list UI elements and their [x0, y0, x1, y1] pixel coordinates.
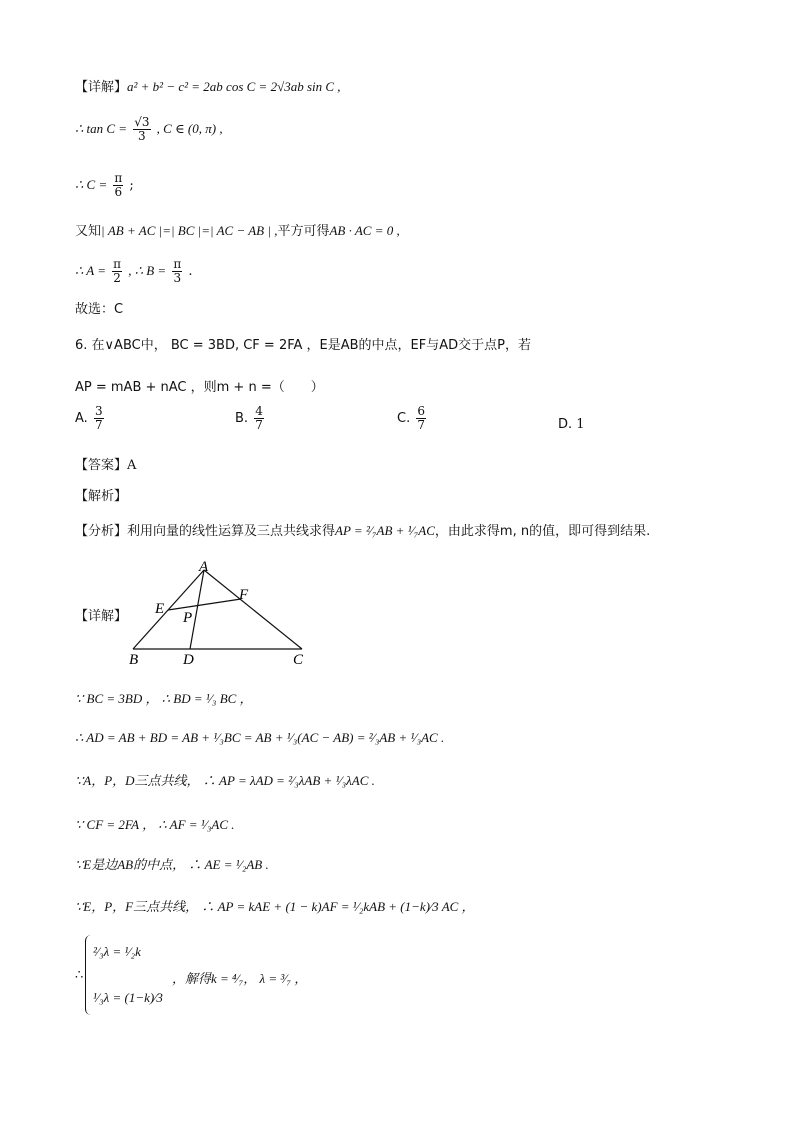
label-c: C [293, 652, 304, 668]
square-text: 平方可得 [277, 224, 330, 239]
solution-line-5: ∵E是边AB的中点， ∴ AE = ¹⁄₂AB . [75, 857, 269, 872]
option-b-num: 4 [255, 404, 263, 418]
b-value-prefix: , ∴ B = [128, 263, 167, 278]
option-d-value: 1 [576, 417, 585, 432]
option-b [235, 405, 266, 432]
option-c-den: 7 [417, 418, 425, 432]
side-ac [204, 570, 302, 649]
detail-line-4 [75, 220, 400, 239]
therefore-mark: ∴ [75, 968, 84, 983]
detail-tag: 【详解】 [75, 80, 128, 95]
law-of-cosines-formula: a² + b² − c² = 2ab cos C = 2√3ab sin C , [127, 79, 341, 94]
option-c [397, 405, 428, 432]
triangle-figure [125, 558, 315, 668]
option-a-den: 7 [94, 418, 103, 432]
label-f: F [239, 587, 249, 603]
question-line-2: AP = mAB + nAC ，则m + n =（ ） [75, 380, 324, 395]
system-eq-1: ²⁄₃λ = ¹⁄₂k [93, 944, 141, 959]
a-value-fraction [112, 258, 122, 285]
label-e: E [155, 601, 165, 617]
tan-c-den: 3 [138, 129, 146, 143]
solution-line-4: ∵ CF = 2FA ， ∴ AF = ¹⁄₃AC . [75, 817, 235, 832]
option-d [558, 417, 585, 432]
option-a-label: A. [75, 411, 88, 426]
line5-end: . [188, 264, 193, 279]
tan-c-domain: , C ∈ (0, π) , [156, 121, 223, 136]
tan-c-num: √3 [134, 115, 150, 129]
choice-line: 故选：C [75, 302, 124, 317]
c-value-fraction [113, 172, 123, 199]
option-b-label: B. [235, 411, 249, 426]
option-b-den: 7 [255, 418, 263, 432]
option-a-num: 3 [94, 404, 103, 418]
c-value-den: 6 [114, 185, 123, 199]
option-d-label: D. [558, 417, 573, 432]
analysis-tag: 【解析】 [75, 489, 128, 504]
solution-line-1: ∵ BC = 3BD ， ∴ BD = ¹⁄₃ BC ， [75, 691, 253, 706]
a-den: 2 [113, 271, 121, 285]
tan-c-fraction [133, 116, 150, 143]
b-value-fraction [172, 258, 182, 285]
system-solution: ，解得k = ⁴⁄₇， λ = ³⁄₇ ， [172, 971, 308, 986]
answer-tag: 【答案】 [75, 458, 128, 473]
a-value-prefix: ∴ A = [75, 263, 107, 278]
c-value-prefix: ∴ C = [75, 177, 108, 192]
also-know-text: 又知 [75, 224, 102, 239]
label-a: A [199, 559, 209, 575]
detail-line-5 [75, 258, 192, 285]
segment-ef [168, 599, 241, 610]
fenxi-tag: 【分析】 [75, 524, 128, 539]
fenxi-text-2: ，由此求得m, n的值，即可得到结果. [434, 524, 651, 539]
option-b-fraction [254, 405, 264, 432]
detail-line-2 [75, 116, 223, 143]
system-eq-2: ¹⁄₃λ = (1−k)⁄3 [93, 990, 163, 1005]
option-a [75, 405, 106, 432]
label-p: P [183, 610, 193, 626]
c-value-post: ; [129, 178, 134, 193]
tan-c-prefix: ∴ tan C = [75, 121, 128, 136]
fenxi-text: 利用向量的线性运算及三点共线求得 [127, 524, 336, 539]
fenxi-line [75, 520, 650, 539]
fenxi-formula: AP = ²⁄₇AB + ¹⁄₇AC [335, 523, 435, 538]
solution-line-6: ∵E，P，F三点共线， ∴ AP = kAE + (1 − k)AF = ¹⁄₂kAB + (1−k)⁄3 AC ， [75, 899, 475, 914]
label-b: B [129, 652, 139, 668]
answer-value: A [127, 458, 137, 473]
b-num: π [173, 257, 182, 271]
solution-line-2: ∴ AD = AB + BD = AB + ¹⁄₃BC = AB + ¹⁄₃(AC − AB) = ²⁄₃AB + ¹⁄₃AC . [75, 730, 445, 745]
a-num: π [113, 257, 122, 271]
label-d: D [183, 652, 194, 668]
option-c-label: C. [397, 411, 411, 426]
option-a-fraction [94, 405, 104, 432]
solution-line-3: ∵A，P，D三点共线， ∴ AP = λAD = ²⁄₃λAB + ¹⁄₃λAC . [75, 773, 375, 788]
b-den: 3 [173, 271, 182, 285]
answer-line [75, 454, 136, 473]
question-line-1: 6. 在∨ABC中， BC = 3BD, CF = 2FA ，E是AB的中点，EF与AD交于点P，若 [75, 338, 531, 353]
option-c-fraction [416, 405, 426, 432]
option-c-num: 6 [417, 404, 425, 418]
detail-line-1 [75, 76, 341, 95]
vector-norm-equality: | AB + AC |=| BC |=| AC − AB | , [101, 223, 278, 238]
dot-product-zero: AB · AC = 0 , [329, 223, 400, 238]
c-value-num: π [114, 171, 123, 185]
detail-tag-2: 【详解】 [75, 609, 128, 624]
detail-line-3 [75, 172, 134, 199]
